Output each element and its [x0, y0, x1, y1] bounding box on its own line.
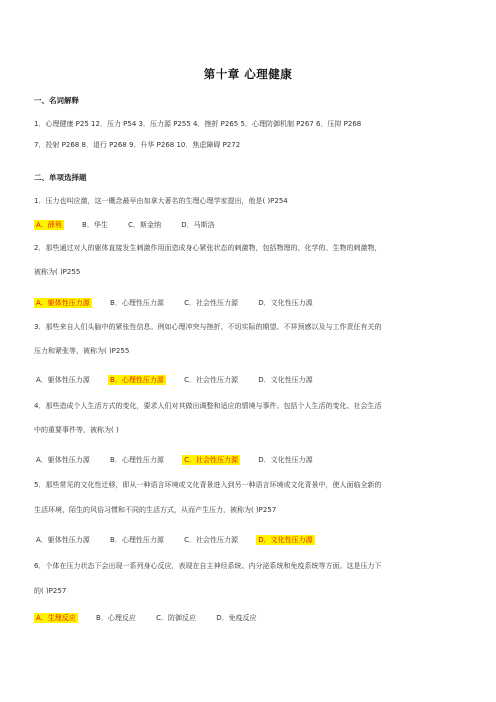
question-6-options: [34, 613, 273, 623]
question-3-option-a: A．躯体性压力源: [36, 376, 90, 384]
question-3-text-line-2: 压力和紧张等，被称为( )P255: [34, 347, 130, 355]
question-4-option-a: A．躯体性压力源: [36, 456, 90, 464]
question-2-option-a: A．躯体性压力源: [36, 299, 90, 307]
question-2-option-c: C．社会性压力源: [184, 299, 238, 307]
section-heading-single-choice: 二、单项选择题: [34, 173, 87, 182]
question-3-option-d: D．文化性压力源: [258, 376, 313, 384]
section-heading-definitions: 一、名词解释: [34, 96, 79, 105]
question-4-options: [34, 455, 329, 465]
question-5-option-b: B．心理性压力源: [110, 536, 164, 544]
question-3-options: [34, 375, 329, 385]
question-1-option-b: B．华生: [82, 221, 108, 229]
question-1-option-a: A．薛利: [36, 221, 62, 229]
question-1-text: 1．压力也叫应激，这一概念最早由加拿大著名的生理心理学家提出，他是( )P254: [34, 197, 288, 205]
definition-terms-line-2: 7．投射 P268 8．退行 P268 9．升华 P268 10．焦虑障碍 P272: [34, 141, 241, 149]
question-3-text-line-1: 3．那些来自人们头脑中的紧张性信息。例如心理冲突与挫折、不切实际的期望、不祥预感以及与工作责任有关的: [34, 323, 382, 331]
question-2-options: [34, 298, 329, 308]
question-5-text-line-2: 生活环境、陌生的风俗习惯和不同的生活方式，从而产生压力，被称为( )P257: [34, 506, 277, 514]
question-6-option-a: A．生理反应: [36, 614, 76, 622]
question-4-option-b: B．心理性压力源: [110, 456, 164, 464]
question-6-option-d: D．免疫反应: [216, 614, 257, 622]
question-5-text-line-1: 5．那些常见的文化性迁移，即从一种语言环境或文化背景进入到另一种语言环境或文化背景中，使人面临全新的: [34, 481, 382, 489]
definition-terms-line-1: 1．心理健康 P25 12．压力 P54 3．压力源 P255 4．挫折 P265 5．心理防御机制 P267 6．压抑 P268: [34, 120, 362, 128]
question-2-text-line-2: 被称为( )P255: [34, 268, 81, 276]
question-3-option-c: C．社会性压力源: [184, 376, 238, 384]
question-4-text-line-2: 中的重要事件等，被称为( ): [34, 426, 119, 434]
question-4-text-line-1: 4．那些造成个人生活方式的变化，要求人们对其做出调整和适应的情境与事件。包括个人生活的变化、社会生活: [34, 402, 382, 410]
question-5-option-c: C．社会性压力源: [184, 536, 238, 544]
question-5-option-a: A．躯体性压力源: [36, 536, 90, 544]
question-6-option-b: B．心理反应: [96, 614, 136, 622]
question-1-option-d: D．马斯洛: [181, 221, 215, 229]
question-5-option-d: D．文化性压力源: [258, 536, 313, 544]
question-1-option-c: C．斯金纳: [128, 221, 161, 229]
question-2-option-b: B．心理性压力源: [110, 299, 164, 307]
question-1-options: [34, 220, 231, 230]
question-6-option-c: C．防御反应: [156, 614, 196, 622]
chapter-title: 第十章 心理健康: [203, 67, 293, 81]
question-2-text-line-1: 2．那些通过对人的躯体直接发生刺激作用而造成身心紧张状态的刺激物，包括物理的、化学的、生物的刺激物，: [34, 244, 382, 252]
question-4-option-d: D．文化性压力源: [258, 456, 313, 464]
question-6-text-line-1: 6．个体在压力状态下会出现一系列身心反应，表现在自主神经系统、内分泌系统和免疫系统等方面。这是压力下: [34, 562, 382, 570]
question-4-option-c: C．社会性压力源: [184, 456, 238, 464]
question-2-option-d: D．文化性压力源: [258, 299, 313, 307]
question-6-text-line-2: 的( )P257: [34, 587, 67, 595]
question-3-option-b: B．心理性压力源: [110, 376, 164, 384]
question-5-options: [34, 535, 329, 545]
